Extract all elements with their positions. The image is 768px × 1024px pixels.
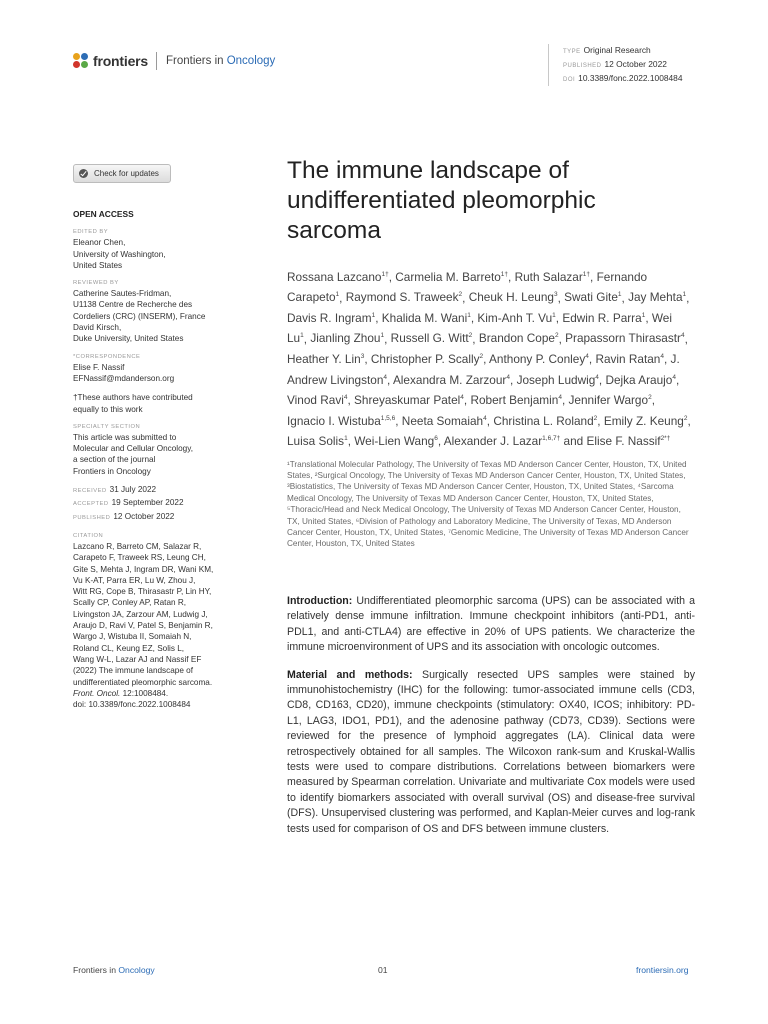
author-name: Emily Z. Keung$^2$ (603, 413, 688, 428)
author-name: Ravin Ratan$^4$ (595, 351, 664, 366)
author-name: Jay Mehta$^1$ (628, 290, 687, 305)
author-name: Robert Benjamin$^4$ (470, 393, 562, 408)
author-name: Kim-Anh T. Vu$^1$ (477, 310, 556, 325)
page-number: 01 (378, 965, 388, 975)
author-and: and (560, 434, 587, 449)
publish-date: 12 October 2022 (604, 59, 667, 69)
abstract (287, 594, 695, 837)
author-affiliation-marker: 4 (483, 414, 487, 422)
author-affiliation-marker: 1 (335, 291, 340, 299)
author-affiliation-marker: 2*† (660, 435, 671, 443)
author-affiliation-marker: 2 (683, 414, 688, 422)
publisher-name: frontiers (93, 53, 148, 69)
edited-by-text: Eleanor Chen, University of Washington, United States (73, 238, 166, 270)
author-name: Anthony P. Conley$^4$ (489, 351, 589, 366)
author-name: Jianling Zhou$^1$ (310, 331, 385, 346)
author-affiliation-marker: 4 (585, 353, 589, 361)
author-affiliation-marker: 1,5,6 (380, 414, 396, 422)
article-meta: TYPE Original Research PUBLISHED 12 October 2022 DOI 10.3389/fonc.2022.1008484 (548, 44, 683, 86)
author-affiliation-marker: 1 (617, 291, 622, 299)
author-affiliation-marker: 1† (500, 271, 509, 278)
abstract-methods: Material and methods: Surgically resected UPS samples were stained by immunohistochemistry (IHC) for the following: tumor-associated immune cells (CD3, CD8, CD163, CD20), immune checkpoints (stimulatory: OX40, ICOS; inhibitory: PD-L1, LAG3, IDO1, PD1), and the adenosine pathway (CD73, CD39). Sections were reviewed for the presence of lymphoid aggregates (LA). Clinical data were retrospectively obtained for all samples. The Wilcoxon rank-sum and Kruskal-Wallis tests were used to compare distributions. Correlations between biomarkers were measured by Spearman correlation. Univariate and multivariate Cox models were used to identify biomarkers associated with overall survival (OS) and disease-free survival (DFS). Unsupervised clustering was performed, and Kaplan-Meier curves and log-rank tests used for comparison of OS and DFS between immune clusters. (287, 668, 695, 835)
author-name: Wei Lu$^1$ (287, 310, 672, 346)
sidebar (73, 164, 248, 710)
author-affiliation-marker: 1 (371, 312, 376, 320)
author-name: Cheuk H. Leung$^3$ (468, 290, 558, 305)
author-name: J. Andrew Livingston$^4$ (287, 351, 680, 387)
published-date: 12 October 2022 (113, 511, 175, 521)
author-affiliation-marker: 6 (434, 435, 438, 443)
author-name: Joseph Ludwig$^4$ (516, 372, 599, 387)
author-affiliation-marker: 3 (553, 291, 558, 299)
edited-by-label: EDITED BY (73, 229, 109, 236)
author-affiliation-marker: 1 (467, 312, 471, 320)
author-name: Shreyaskumar Patel$^4$ (354, 393, 464, 408)
author-name: Brandon Cope$^2$ (478, 331, 559, 346)
author-affiliation-marker: 1 (552, 312, 556, 320)
article-type: Original Research (583, 45, 651, 55)
author-name: Christina L. Roland$^2$ (493, 413, 598, 428)
open-access-label: OPEN ACCESS (73, 209, 134, 219)
dates-block: RECEIVED 31 July 2022 ACCEPTED 19 September 2022 PUBLISHED 12 October 2022 (73, 485, 184, 521)
author-name: Vinod Ravi$^4$ (287, 393, 348, 408)
author-name: Ruth Salazar$^{1\dagger}$ (514, 269, 591, 284)
author-affiliation-marker: 4 (595, 373, 599, 381)
contribution-note: †These authors have contributed equally to this work (73, 393, 193, 414)
abstract-introduction: Introduction: Undifferentiated pleomorphic sarcoma (UPS) can be associated with a relatively dense immune infiltration. Immune checkpoint inhibitors (anti-PD1, anti-PDL1, and anti-CTLA4) are effective in 20% of UPS patients. We characterize the immune microenvironment of UPS and its association with oncologic outcomes. (287, 594, 695, 654)
author-name: Davis R. Ingram$^1$ (287, 310, 376, 325)
logo-divider (156, 52, 157, 70)
author-name: Raymond S. Traweek$^2$ (345, 290, 463, 305)
frontiers-logo-icon (73, 53, 89, 69)
author-affiliation-marker: 2 (648, 394, 652, 402)
author-affiliation-marker: 4 (506, 373, 510, 381)
author-name: Russell G. Witt$^2$ (390, 331, 473, 346)
author-affiliation-marker: 1 (300, 332, 304, 340)
author-name: Elise F. Nassif$^{2*\dagger}$ (586, 434, 671, 449)
author-name: Wei-Lien Wang$^6$ (354, 434, 438, 449)
author-name: Swati Gite$^1$ (564, 290, 622, 305)
author-name: Prapassorn Thirasastr$^4$ (565, 331, 685, 346)
author-affiliation-marker: 4 (680, 332, 685, 340)
author-affiliation-marker: 3 (360, 353, 365, 361)
author-name: Heather Y. Lin$^3$ (287, 351, 365, 366)
citation-text: Lazcano R, Barreto CM, Salazar R, Carapeto F, Traweek RS, Leung CH, Gite S, Mehta J, Ingram DR, Wani KM, Vu K-AT, Parra ER, Lu W, Zhou J, Witt RG, Cope B, Thirasastr P, Lin HY, Scally CP, Conley AP, Ratan R, Livingston JA, Zarzour AM, Ludwig J, Araujo D, Ravi V, Patel S, Benjamin R, Wargo J, Wistuba II, Somaiah N, Roland CL, Keung EZ, Solis L, Wang W-L, Lazar AJ and Nassif EF (2022) The immune landscape of undifferentiated pleomorphic sarcoma. Front. Oncol. 12:1008484. doi: 10.3389/fonc.2022.1008484 (73, 541, 214, 710)
footer-site-link[interactable]: frontiersin.org (636, 965, 689, 975)
author-name: Rossana Lazcano$^{1\dagger}$ (287, 269, 389, 284)
journal-name: Frontiers in Oncology (166, 55, 276, 67)
check-updates-button[interactable]: Check for updates (73, 164, 171, 183)
author-affiliation-marker: 1 (344, 435, 348, 443)
author-name: Dejka Araujo$^4$ (605, 372, 676, 387)
author-affiliation-marker: 1 (641, 312, 646, 320)
doi-link[interactable]: 10.3389/fonc.2022.1008484 (578, 73, 683, 83)
author-name: Christopher P. Scally$^2$ (370, 351, 484, 366)
author-name: Khalida M. Wani$^1$ (381, 310, 471, 325)
correspondence-text[interactable]: Elise F. Nassif EFNassif@mdanderson.org (73, 362, 175, 383)
author-name: Ignacio I. Wistuba$^{1,5,6}$ (287, 413, 396, 428)
check-circle-icon (79, 169, 88, 178)
author-name: Fernando Carapeto$^1$ (287, 269, 648, 305)
reviewed-by-label: REVIEWED BY (73, 280, 119, 287)
author-affiliation-marker: 1 (682, 291, 687, 299)
author-affiliation-marker: 1† (381, 271, 389, 278)
journal-logo[interactable] (73, 52, 275, 70)
author-affiliation-marker: 4 (383, 373, 388, 381)
received-date: 31 July 2022 (109, 485, 157, 495)
author-affiliation-marker: 4 (672, 373, 676, 381)
author-name: Carmelia M. Barreto$^{1\dagger}$ (395, 269, 509, 284)
author-affiliation-marker: 2 (554, 332, 559, 340)
author-name: Alexandra M. Zarzour$^4$ (392, 372, 510, 387)
author-affiliation-marker: 2 (479, 353, 484, 361)
author-affiliation-marker: 1 (380, 332, 385, 340)
article-title: The immune landscape of undifferentiated pleomorphic sarcoma (287, 157, 596, 244)
author-name: Edwin R. Parra$^1$ (562, 310, 646, 325)
accepted-date: 19 September 2022 (111, 498, 184, 508)
author-name: Luisa Solis$^1$ (287, 434, 348, 449)
author-affiliation-marker: 4 (343, 394, 348, 402)
author-name: Jennifer Wargo$^2$ (568, 393, 652, 408)
author-affiliation-marker: 4 (660, 353, 664, 361)
author-affiliation-marker: 4 (558, 394, 562, 402)
author-affiliation-marker: 2 (468, 332, 473, 340)
correspondence-label: *CORRESPONDENCE (73, 353, 141, 360)
author-affiliation-marker: 1† (582, 271, 591, 278)
reviewed-by-text: Catherine Sautes-Fridman, U1138 Centre de Recherche des Cordeliers (CRC) (INSERM), France David Kirsch, Duke University, United States (73, 289, 206, 344)
author-name: Alexander J. Lazar$^{1,6,7\dagger}$ (443, 434, 561, 449)
main-content (287, 156, 695, 849)
citation-label: CITATION (73, 532, 104, 539)
author-affiliation-marker: 2 (593, 414, 598, 422)
author-list: Rossana Lazcano$^{1\dagger}$, Carmelia M. Barreto$^{1\dagger}$, Ruth Salazar$^{1\dagger}$, Fernando Carapeto$^1$, Raymond S. Traweek$^2$, Cheuk H. Leung$^3$, Swati Gite$^1$, Jay Mehta$^1$, Davis R. Ingram$^1$, Khalida M. Wani$^1$, Kim-Anh T. Vu$^1$, Edwin R. Parra$^1$, Wei Lu$^1$, Jianling Zhou$^1$, Russell G. Witt$^2$, Brandon Cope$^2$, Prapassorn Thirasastr$^4$, Heather Y. Lin$^3$, Christopher P. Scally$^2$, Anthony P. Conley$^4$, Ravin Ratan$^4$, J. Andrew Livingston$^4$, Alexandra M. Zarzour$^4$, Joseph Ludwig$^4$, Dejka Araujo$^4$, Vinod Ravi$^4$, Shreyaskumar Patel$^4$, Robert Benjamin$^4$, Jennifer Wargo$^2$, Ignacio I. Wistuba$^{1,5,6}$, Neeta Somaiah$^4$, Christina L. Roland$^2$, Emily Z. Keung$^2$, Luisa Solis$^1$, Wei-Lien Wang$^6$, Alexander J. Lazar$^{1,6,7\dagger}$ and Elise F. Nassif$^{2*\dagger}$ (287, 269, 691, 449)
footer-journal: Frontiers in Oncology (73, 965, 155, 975)
author-affiliation-marker: 2 (458, 291, 463, 299)
specialty-label: SPECIALTY SECTION (73, 423, 141, 430)
author-affiliation-marker: 1,6,7† (542, 435, 561, 443)
specialty-text: This article was submitted to Molecular and Cellular Oncology, a section of the journal Frontiers in Oncology (73, 432, 193, 476)
author-affiliation-marker: 4 (460, 394, 464, 402)
author-name: Neeta Somaiah$^4$ (401, 413, 487, 428)
affiliations: ¹Translational Molecular Pathology, The University of Texas MD Anderson Cancer Center, Houston, TX, United States, ²Surgical Oncology, The University of Texas MD Anderson Cancer Center, Houston, TX, United States, ³Biostatistics, The University of Texas MD Anderson Cancer Center, Houston, TX, United States, ⁴Sarcoma Medical Oncology, The University of Texas MD Anderson Cancer Center, Houston, TX, United States, ⁵Thoracic/Head and Neck Medical Oncology, The University of Texas MD Anderson Cancer Center, Houston, TX, United States, ⁶Division of Pathology and Laboratory Medicine, The University of Texas, MD Anderson Cancer Center, Houston, TX, United States, ⁷Genomic Medicine, The University of Texas MD Anderson Cancer Center, Houston, TX, United States (287, 459, 689, 549)
